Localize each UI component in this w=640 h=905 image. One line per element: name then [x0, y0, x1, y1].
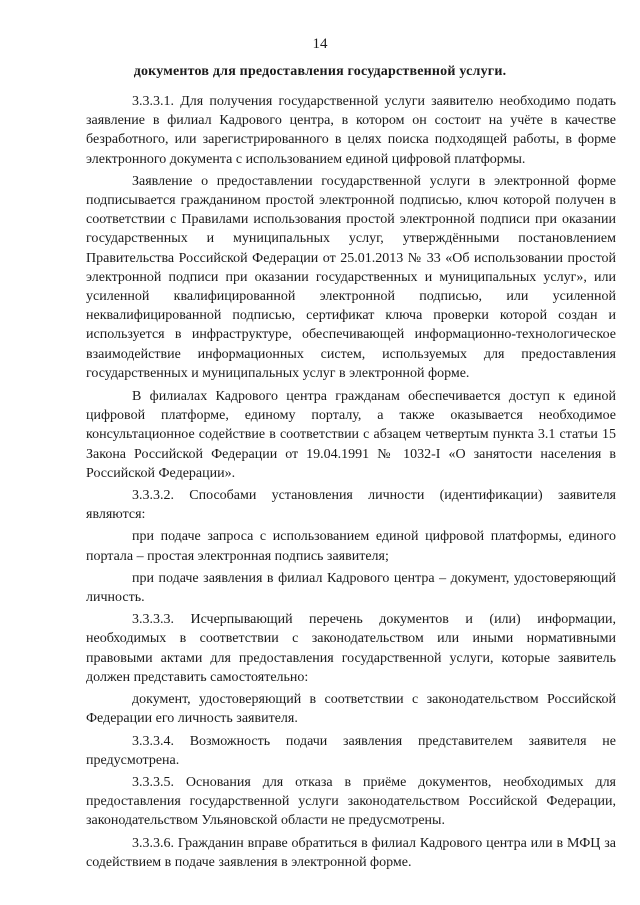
- paragraph-identification-branch: при подаче заявления в филиал Кадрового центра – документ, удостоверяющий личность.: [86, 570, 616, 606]
- paragraph-3-3-3-4: 3.3.3.4. Возможность подачи заявления представителем заявителя не предусмотрена.: [86, 733, 616, 768]
- paragraph-identification-portal: при подаче запроса с использованием единой цифровой платформы, единого портала – простая электронная подпись заявителя;: [86, 529, 616, 564]
- paragraph-3-3-3-3: 3.3.3.3. Исчерпывающий перечень документов и (или) информации, необходимых в соответствии с законодательством или иными нормативными правовыми актами для предоставления государственной услуги, которые заявитель должен представить самостоятельно:: [86, 612, 616, 685]
- paragraph-platform-access: В филиалах Кадрового центра гражданам обеспечивается доступ к единой цифровой платформе, единому порталу, а также оказывается необходимое консультационное содействие в соответствии с абзацем четвертым пункта 3.1 статьи 15 Закона Российской Федерации от 19.04.1991 № 1032-I «О занятости населения в Российской Федерации».: [86, 389, 616, 481]
- paragraph-3-3-3-2: 3.3.3.2. Способами установления личности (идентификации) заявителя являются:: [86, 488, 616, 523]
- paragraph-electronic-signature: Заявление о предоставлении государственной услуги в электронной форме подписывается гражданином простой электронной подписью, ключ которой получен в соответствии с Правилами использования простой электронной подписи при оказании государственных и муниципальных услуг, утверждёнными постановлением Правительства Российской Федерации от 25.01.2013 № 33 «Об использовании простой электронной подписи при оказании государственных и муниципальных услуг», или усиленной квалифицированной электронной подписью, или усиленной неквалифицированной подписью, сертификат ключа проверки которой создан и используется в инфраструктуре, обеспечивающей информационно-технологическое взаимодействие информационных систем, используемых для предоставления государственных и муниципальных услуг в электронной форме.: [86, 173, 616, 381]
- paragraph-3-3-3-1: 3.3.3.1. Для получения государственной услуги заявителю необходимо подать заявление в филиал Кадрового центра, в котором он состоит на учёте в качестве безработного, или зарегистрированного в целях поиска подходящей работы, в форме электронного документа с использованием единой цифровой платформы.: [86, 94, 616, 167]
- document-body: [86, 92, 616, 875]
- paragraph-3-3-3-6: 3.3.3.6. Гражданин вправе обратиться в филиал Кадрового центра или в МФЦ за содействием в подаче заявления в электронной форме.: [86, 835, 616, 870]
- section-heading: документов для предоставления государственной услуги.: [133, 64, 507, 79]
- paragraph-3-3-3-5: 3.3.3.5. Основания для отказа в приёме документов, необходимых для предоставления государственной услуги законодательством Российской Федерации, законодательством Ульяновской области не предусмотрены.: [86, 774, 616, 829]
- paragraph-identity-document: документ, удостоверяющий в соответствии с законодательством Российской Федерации его личность заявителя.: [86, 692, 616, 727]
- page-number: 14: [312, 36, 328, 52]
